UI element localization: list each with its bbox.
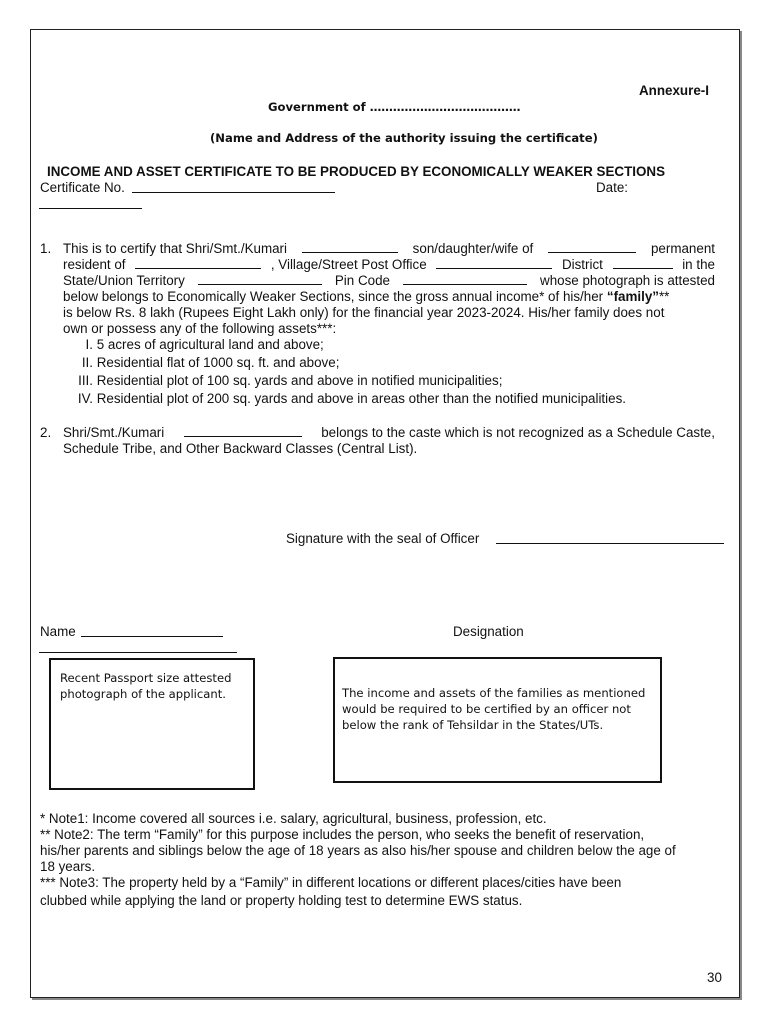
- para1-line2c: District: [561, 257, 603, 272]
- asset-list: [63, 337, 703, 407]
- state-blank[interactable]: [198, 273, 322, 285]
- info-box-text: The income and assets of the families as mentioned would be required to be certified by an officer not below the rank of Tehsildar in the States/UTs.: [342, 686, 646, 732]
- date-label: Date:: [596, 180, 629, 195]
- para1-line1b: son/daughter/wife of: [412, 241, 534, 256]
- note-2b: his/her parents and siblings below the age of 18 years as also his/her spouse and children below the age of: [40, 843, 676, 858]
- asset-item: III. Residential plot of 100 sq. yards and above in notified municipalities;: [78, 373, 503, 388]
- village-blank[interactable]: [436, 257, 552, 269]
- note-2a: ** Note2: The term “Family” for this purpose includes the person, who seeks the benefit of reservation,: [40, 827, 645, 842]
- para2-number: 2.: [40, 425, 52, 440]
- name-label: Name: [40, 624, 76, 639]
- photo-box-text: Recent Passport size attested photograph of the applicant.: [60, 671, 232, 701]
- para1-line3c: whose photograph is attested: [540, 273, 715, 288]
- applicant-name-blank[interactable]: [302, 241, 398, 253]
- para1-number: 1.: [40, 241, 52, 256]
- para1-line6: own or possess any of the following assets***:: [63, 321, 337, 336]
- asset-item: II. Residential flat of 1000 sq. ft. and above;: [81, 355, 340, 370]
- note-1: * Note1: Income covered all sources i.e. salary, agricultural, business, profession, etc.: [40, 811, 547, 826]
- para1-line1a: This is to certify that Shri/Smt./Kumari: [63, 241, 287, 256]
- district-blank[interactable]: [613, 257, 673, 269]
- para1-line2b: , Village/Street Post Office: [270, 257, 427, 272]
- caste-name-blank[interactable]: [184, 425, 302, 437]
- notes: [40, 811, 720, 909]
- asset-item: I. 5 acres of agricultural land and above;: [85, 337, 324, 352]
- para1-line3b: Pin Code: [334, 273, 390, 288]
- info-box: [333, 657, 662, 783]
- para2: [63, 425, 715, 457]
- pincode-blank[interactable]: [403, 273, 527, 285]
- family-term: “family”: [606, 289, 659, 304]
- signature-line[interactable]: [496, 543, 724, 544]
- note-3b: clubbed while applying the land or property holding test to determine EWS status.: [40, 893, 523, 908]
- certificate-title: INCOME AND ASSET CERTIFICATE TO BE PRODUCED BY ECONOMICALLY WEAKER SECTIONS: [47, 164, 665, 179]
- page-number: 30: [707, 970, 722, 985]
- certificate-no-line[interactable]: [132, 192, 335, 193]
- signature-label: Signature with the seal of Officer: [286, 531, 480, 546]
- para1-line5: is below Rs. 8 lakh (Rupees Eight Lakh only) for the financial year 2023-2024. His/her family does not: [63, 305, 665, 320]
- name-line-2[interactable]: [39, 652, 237, 653]
- resident-blank[interactable]: [135, 257, 261, 269]
- relation-name-blank[interactable]: [548, 241, 636, 253]
- para2-line1b: belongs to the caste which is not recognized as a Schedule Caste,: [321, 425, 715, 440]
- asset-item: IV. Residential plot of 200 sq. yards and above in areas other than the notified municipalities.: [77, 391, 626, 406]
- name-line[interactable]: [81, 636, 223, 637]
- authority-line: (Name and Address of the authority issuing the certificate): [210, 131, 598, 145]
- certificate-no-label: Certificate No.: [40, 180, 125, 195]
- para1-line3a: State/Union Territory: [63, 273, 185, 288]
- note-2c: 18 years.: [40, 859, 96, 874]
- para1-line2d: in the: [682, 257, 715, 272]
- para1-line1c: permanent: [650, 241, 715, 256]
- photo-box[interactable]: [49, 658, 255, 790]
- annexure-label: Annexure-I: [639, 83, 709, 98]
- para1-line2a: resident of: [63, 257, 126, 272]
- date-line[interactable]: [39, 208, 142, 209]
- note-3a: *** Note3: The property held by a “Family” in different locations or different places/cities have been: [40, 875, 622, 890]
- government-line: Government of …………………………………: [268, 100, 521, 114]
- para1: [63, 241, 715, 337]
- designation-label: Designation: [453, 624, 524, 639]
- para2-line1a: Shri/Smt./Kumari: [63, 425, 165, 440]
- para1-line4c: **: [658, 289, 670, 304]
- para1-line4a: below belongs to Economically Weaker Sections, since the gross annual income* of his/her: [63, 289, 604, 304]
- para2-line2: Schedule Tribe, and Other Backward Classes (Central List).: [63, 441, 418, 456]
